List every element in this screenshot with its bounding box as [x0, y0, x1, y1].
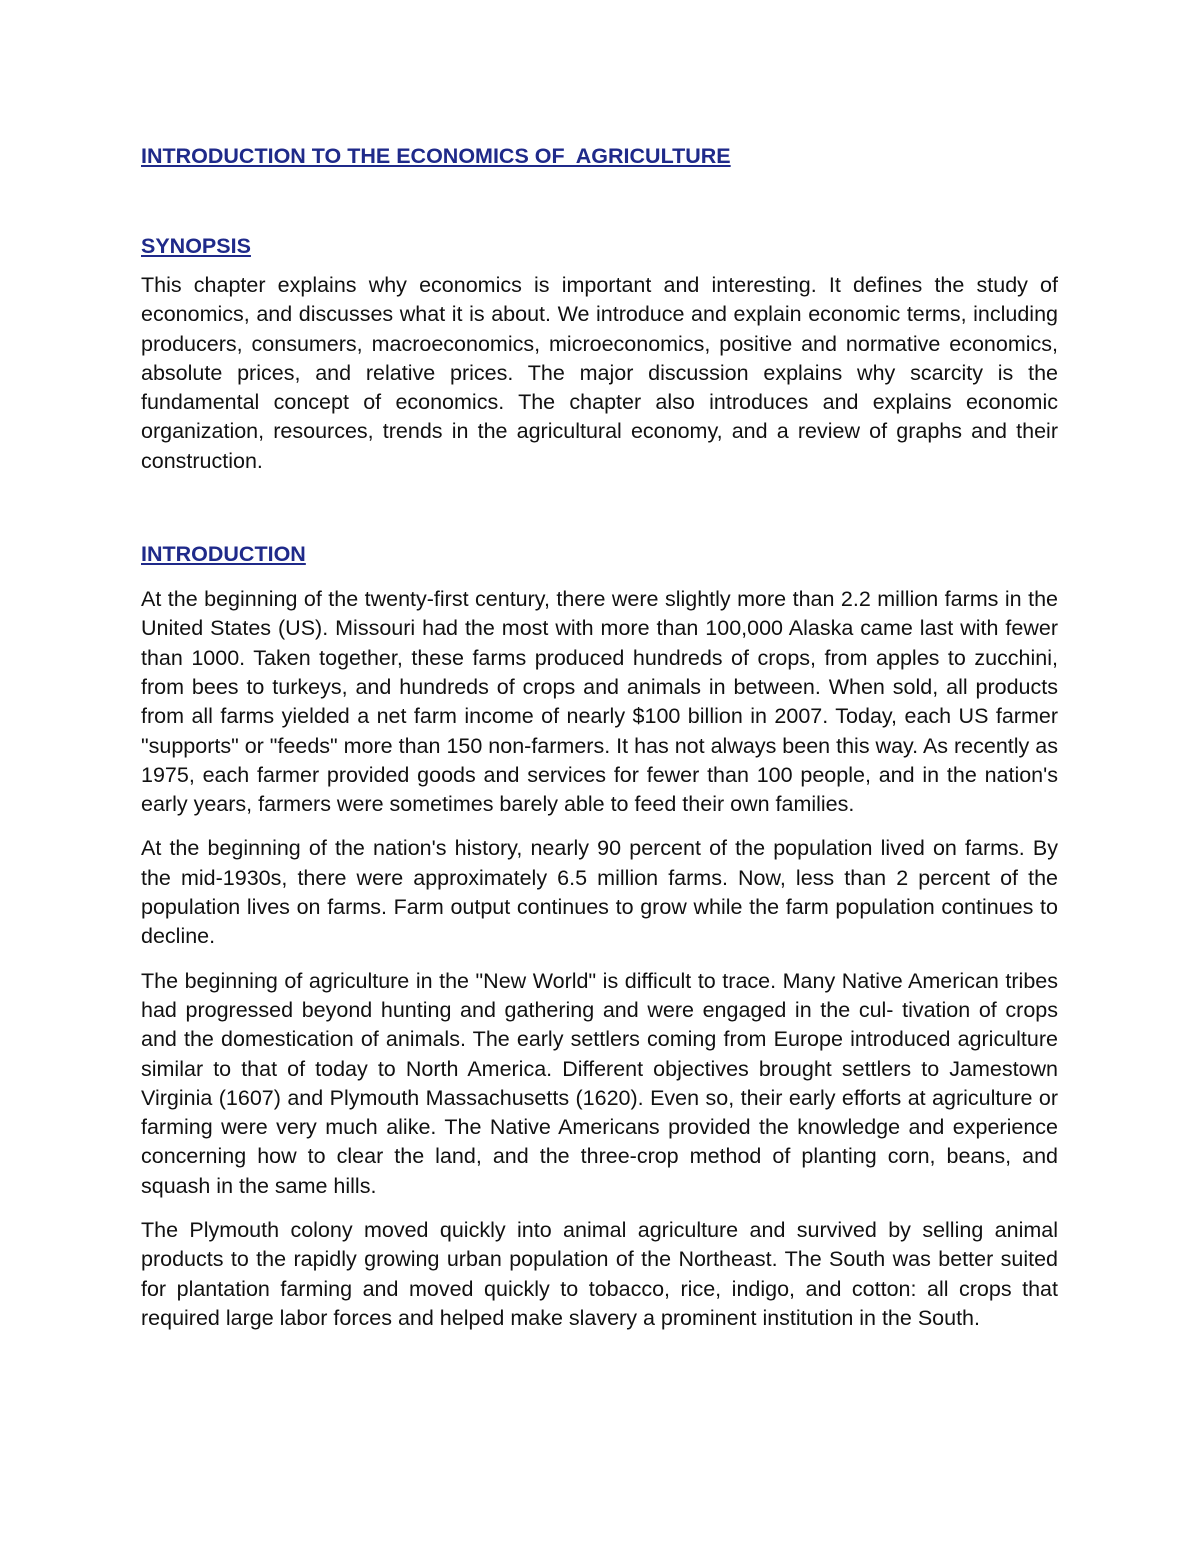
synopsis-heading: SYNOPSIS [141, 234, 251, 258]
introduction-heading: INTRODUCTION [141, 542, 306, 567]
introduction-paragraph: At the beginning of the twenty-first century, there were slightly more than 2.2 million farms in the United States (US). Missouri had the most with more than 100,000 Alaska came last with fewer than 1000. Taken together, these farms produced hundreds of crops, from apples to zucchini, from bees to turkeys, and hundreds of crops and animals in between. When sold, all products from all farms yielded a net farm income of nearly $100 billion in 2007. Today, each US farmer "supports" or "feeds" more than 150 non-farmers. It has not always been this way. As recently as 1975, each farmer provided goods and services for fewer than 100 people, and in the nation's early years, farmers were sometimes barely able to feed their own families. [141, 587, 1058, 817]
introduction-paragraph: The beginning of agriculture in the "New World" is difficult to trace. Many Native American tribes had progressed beyond hunting and gathering and were engaged in the cul- tivation of crops and the domestication of animals. The early settlers coming from Europe introduced agriculture similar to that of today to North America. Different objectives brought settlers to Jamestown Virginia (1607) and Plymouth Massachusetts (1620). Even so, their early efforts at agriculture or farming were very much alike. The Native Americans provided the knowledge and experience concerning how to clear the land, and the three-crop method of planting corn, beans, and squash in the same hills. [141, 968, 1058, 1198]
document-title: INTRODUCTION TO THE ECONOMICS OF AGRICULTURE [141, 144, 731, 168]
document-page [141, 143, 1058, 1333]
synopsis-paragraph: This chapter explains why economics is important and interesting. It defines the study of economics, and discusses what it is about. We introduce and explain economic terms, including producers, consumers, macroeconomics, microeconomics, positive and normative economics, absolute prices, and relative prices. The major discussion explains why scarcity is the fundamental concept of economics. The chapter also introduces and explains economic organization, resources, trends in the agricultural economy, and a review of graphs and their construction. [141, 273, 1058, 473]
introduction-paragraph: The Plymouth colony moved quickly into animal agriculture and survived by selling animal products to the rapidly growing urban population of the Northeast. The South was better suited for plantation farming and moved quickly to tobacco, rice, indigo, and cotton: all crops that required large labor forces and helped make slavery a prominent institution in the South. [141, 1218, 1058, 1330]
introduction-paragraph: At the beginning of the nation's history, nearly 90 percent of the population lived on farms. By the mid-1930s, there were approximately 6.5 million farms. Now, less than 2 percent of the population lives on farms. Farm output continues to grow while the farm population continues to decline. [141, 836, 1058, 949]
